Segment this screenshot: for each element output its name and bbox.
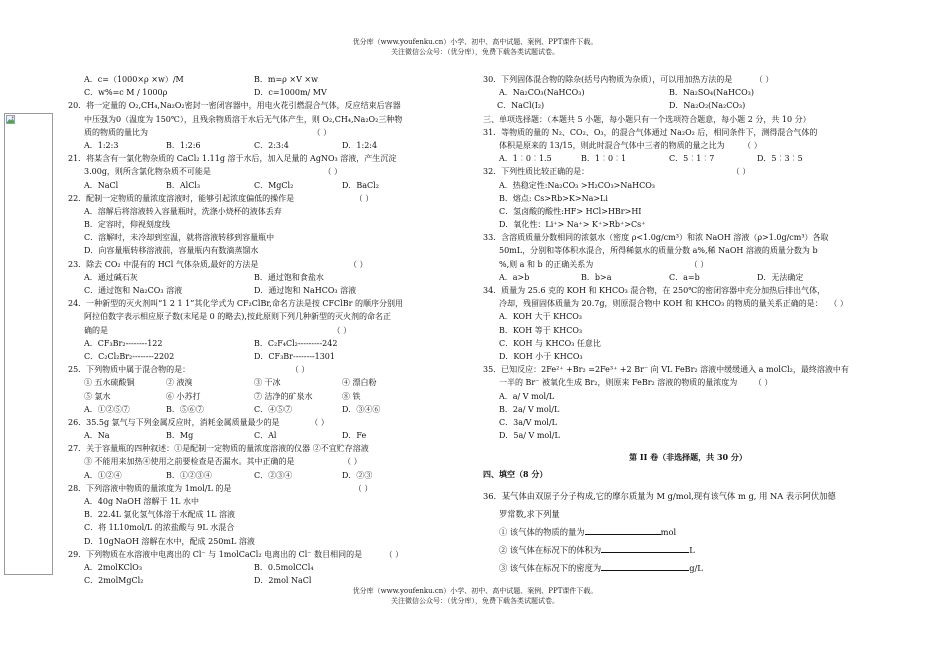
- q20-stem: 质的物质的量比为: [84, 127, 148, 137]
- q24-line-1: 24．一种新型的灭火剂叫“1 2 1 1”其化学式为 CF₂ClBr,命名方法是按 CFClBr 的顺序分别用: [68, 299, 403, 309]
- q27-option-a: A．①②④: [84, 470, 122, 480]
- q33-answer-bracket: （ ）: [689, 259, 709, 269]
- q33-line-1: 33．含溶质质量分数相同的浓氨水（密度 ρ<1.0g/cm³）和浓 NaOH 溶液（ρ>1.0g/cm³）各取: [483, 233, 829, 243]
- q19-option-b: B．m=ρ ×V ×w: [254, 75, 318, 84]
- q20-line-2: 中压强为0（温度为 150℃），且残余物质溶于水后无气体产生，则 O₂,CH₄,Na₂O₂三种物: [84, 114, 403, 124]
- q36-item-2-label: ② 该气体在标况下的体积为: [499, 544, 602, 555]
- q28-option-b: B．22.4L 氯化氢气体溶于水配成 1L 溶液: [84, 510, 236, 520]
- q31-option-d: D．5︰3︰5: [757, 154, 803, 164]
- q26-option-d: D．Fe: [342, 431, 367, 441]
- q30-option-a: A．Na₂CO₃(NaHCO₃): [499, 88, 585, 98]
- header-line-2: 关注微信公众号：（优分库），免费下载各类试题试卷。: [391, 48, 559, 56]
- q24-option-d: D．CF₃Br--------1301: [254, 351, 335, 361]
- q30-line-1: [483, 75, 893, 88]
- q25-option-d: D．③④⑥: [342, 404, 381, 414]
- q23-option-a: A．通过碱石灰: [84, 272, 138, 282]
- q30-option-c: C．NaCl(I₂): [497, 101, 545, 111]
- q32-option-b: B．熔点: Cs>Rb>K>Na>Li: [499, 193, 608, 203]
- q36-item-1: [483, 523, 893, 541]
- q36-item-1-label: ① 该气体的物质的量为: [499, 526, 585, 537]
- right-column: [483, 75, 893, 577]
- q36-answer-blank-3[interactable]: [601, 562, 689, 571]
- q35-stem-end: 一半的 Br⁻ 被氧化生成 Br₂，则原来 FeBr₂ 溶液的物质的量浓度为: [499, 378, 738, 388]
- q35-option-a: A．a/ V mol/L: [499, 391, 555, 401]
- section-3-heading: 三、单项选择题：（本题共 5 小题，每小题只有一个选项符合题意，每小题 2 分，共 10 分）: [483, 114, 811, 124]
- q25-item-7: ⑦ 洁净的矿泉水: [254, 391, 313, 401]
- q19-options-row-2: [68, 88, 476, 101]
- q27-line-1: 27．关于容量瓶的四种叙述：①是配制一定物质的量浓度溶液的仪器 ②不宜贮存溶液: [68, 444, 369, 454]
- q28-option-d: D．10gNaOH 溶解在水中，配成 250mL 溶液: [84, 536, 255, 546]
- q22-stem: 22．配制一定物质的量浓度溶液时，能够引起浓度偏低的操作是: [68, 193, 295, 203]
- q29-stem: 29．下列物质在水溶液中电离出的 Cl⁻ 与 1molCaCl₂ 电离出的 Cl⁻ 数目相同的是: [68, 549, 363, 559]
- q35-option-c: C．3a/V mol/L: [499, 417, 557, 427]
- q28-answer-bracket: （ ）: [353, 483, 373, 493]
- q31-stem-end: 体积是原来的 13/15，则此时混合气体中三者的物质的量之比为: [499, 140, 725, 150]
- q35-answer-bracket: （ ）: [753, 378, 773, 388]
- q20-option-a: A．1:2:3: [84, 140, 119, 150]
- q25-items-row-1: [68, 378, 476, 391]
- binding-margin-box: [4, 113, 53, 575]
- q34-option-a: A．KOH 大于 KHCO₃: [499, 312, 582, 322]
- q27-option-d: D．②③: [342, 470, 373, 480]
- q34-line-2: [483, 299, 893, 312]
- q33-options: [483, 273, 893, 286]
- q25-item-6: ⑥ 小苏打: [166, 391, 201, 401]
- q22-option-d: D．向容量瓶转移溶液前，容量瓶内有数滴蒸馏水: [84, 246, 259, 256]
- q26-option-b: B．Mg: [166, 431, 194, 441]
- q30-stem: 30．下列固体混合物的除杂(括号内物质为杂质），可以用加热方法的是: [483, 75, 733, 84]
- q33-stem-end: %,则 a 和 b 的正确关系为: [499, 259, 594, 269]
- q25-item-3: ③ 干冰: [254, 378, 281, 388]
- q36-line-1: 36．某气体由双原子分子构成,它的摩尔质量为 M g/mol,现有该气体 m g, 用 NA 表示阿伏加德: [483, 490, 836, 501]
- q26-options: [68, 431, 476, 444]
- q24-answer-bracket: （ ）: [332, 325, 352, 335]
- q29-option-b: B．0.5molCCl₄: [254, 562, 314, 572]
- q26-stem: 26．35.5g 氯气与下列金属反应时，消耗金属质量最少的是: [68, 417, 280, 427]
- q31-line-2: [483, 141, 893, 154]
- q27-options: [68, 471, 476, 484]
- q33-line-3: [483, 260, 893, 273]
- q21-options: [68, 181, 476, 194]
- q36-item-3: [483, 559, 893, 577]
- q25-item-5: ⑤ 氯水: [84, 391, 111, 401]
- q26-option-c: C．Al: [254, 431, 277, 441]
- q23-options-row-2: [68, 286, 476, 299]
- q25-stem: 25．下列物质中属于混合物的是：: [68, 365, 191, 375]
- q29-option-d: D．2mol NaCl: [254, 576, 312, 586]
- q21-option-d: D．BaCl₂: [342, 180, 379, 190]
- q27-answer-bracket: （ ）: [343, 457, 362, 467]
- q22-line-1: [68, 194, 476, 207]
- q30-option-b: B．Na₂SO₄(NaHCO₃): [669, 88, 754, 98]
- q30-options-row-2: [483, 101, 893, 114]
- q24-options-row-2: [68, 352, 476, 365]
- q25-line-1: [68, 365, 476, 378]
- q21-option-c: C．MgCl₂: [254, 180, 294, 190]
- q20-options: [68, 141, 476, 154]
- q26-line-1: [68, 418, 476, 431]
- q28-option-c: C．将 1L10mol/L 的浓盐酸与 9L 水混合: [84, 523, 235, 533]
- broken-image-icon: [6, 115, 15, 124]
- q25-item-2: ② 液溴: [166, 378, 193, 388]
- q28-stem: 28．下列溶液中物质的量浓度为 1mol/L 的是: [68, 483, 232, 493]
- q23-answer-bracket: （ ）: [348, 259, 368, 269]
- q23-stem: 23．除去 CO₂ 中混有的 HCl 气体杂质,最好的方法是: [68, 259, 259, 269]
- q23-line-1: [68, 260, 476, 273]
- q21-option-a: A．NaCl: [84, 180, 119, 190]
- q28-option-a: A．40g NaOH 溶解于 1L 水中: [84, 497, 199, 506]
- q25-option-a: A．①②⑤⑦: [84, 404, 130, 414]
- q21-line-2: [68, 167, 476, 180]
- q26-answer-bracket: （ ）: [310, 417, 329, 427]
- q30-answer-bracket: （ ）: [754, 75, 774, 84]
- q24-stem-end: 确的是: [84, 325, 108, 335]
- q23-options-row-1: [68, 273, 476, 286]
- q23-option-c: C．通过饱和 Na₂CO₃ 溶液: [84, 286, 183, 295]
- q25-item-8: ⑧ 铁: [342, 391, 361, 401]
- q20-option-c: C．2:3:4: [254, 140, 289, 150]
- q32-option-a: A．热稳定性:Na₂CO₃ >H₂CO₃>NaHCO₃: [499, 180, 655, 190]
- q36-answer-blank-1[interactable]: [585, 526, 661, 535]
- q35-line-2: [483, 378, 893, 391]
- q32-answer-bracket: （ ）: [731, 167, 751, 177]
- q31-options: [483, 154, 893, 167]
- q34-option-c: C．KOH 与 KHCO₃ 任意比: [499, 338, 601, 348]
- q33-option-c: C．a=b: [669, 272, 700, 282]
- q25-option-c: C．④⑤⑦: [254, 404, 293, 414]
- q32-option-d: D．氧化性：Li⁺> Na⁺> K⁺>Rb⁺>Cs⁺: [499, 220, 646, 230]
- q27-line-2: [68, 457, 476, 470]
- q23-option-d: D．通过饱和 NaHCO₃ 溶液: [254, 286, 357, 295]
- q33-option-d: D．无法确定: [757, 272, 804, 282]
- q36-answer-blank-2[interactable]: [601, 544, 689, 553]
- q25-answer-bracket: （ ）: [290, 365, 310, 375]
- q29-answer-bracket: （ ）: [384, 549, 404, 559]
- q36-item-3-label: ③ 该气体在标况下的密度为: [499, 562, 602, 573]
- q20-line-3: [68, 128, 476, 141]
- q32-stem: 32．下列性质比较正确的是：: [483, 167, 590, 177]
- q24-option-c: C．C₂Cl₂Br₂--------2202: [84, 351, 175, 361]
- q36-unit-1: mol: [660, 526, 677, 537]
- section-4-heading: 四、填空（8 分）: [483, 469, 548, 480]
- part-2-title: 第 II 卷（非选择题，共 30 分）: [629, 452, 747, 463]
- q24-options-row-1: [68, 339, 476, 352]
- q21-stem: 3.00g，则所含氯化物杂质不可能是: [84, 167, 211, 177]
- q22-option-c: C．溶解时，未冷却到室温，就将溶液转移到容量瓶中: [84, 233, 275, 243]
- q31-option-a: A．1︰0︰1.5: [499, 154, 552, 164]
- q25-item-4: ④ 漂白粉: [342, 378, 377, 388]
- q30-option-d: D．Na₂O₂(Na₂CO₃): [669, 101, 746, 111]
- q35-option-d: D．5a/ V mol/L: [499, 431, 560, 441]
- q33-option-a: A．a>b: [499, 272, 530, 282]
- q33-line-2: 50mL，分别和等体积水混合，所得稀氨水的质量分数 a%,稀 NaOH 溶液的质量分数为 b: [499, 246, 818, 256]
- q29-option-c: C．2molMgCl₂: [84, 576, 144, 586]
- q34-stem-end: 冷却，残留固体质量为 20.7g，则原混合物中 KOH 和 KHCO₃ 的物质的量关系正确的是：: [499, 299, 823, 309]
- q22-option-b: B．定容时，仰视刻度线: [84, 220, 170, 230]
- q22-option-a: A．溶解后将溶液转入容量瓶时，洗涤小烧杯的液体丢弃: [84, 206, 282, 216]
- q27-stem-end: ③ 不能用来加热④使用之前要检查是否漏水。其中正确的是: [84, 457, 295, 467]
- q20-option-b: B．1:2:6: [166, 140, 201, 150]
- q27-option-c: C．②③④: [254, 470, 293, 480]
- q26-option-a: A．Na: [84, 431, 110, 441]
- q36-line-2: 罗常数,求下列量: [499, 508, 560, 519]
- q24-line-2: 阿拉伯数字表示相应原子数(末尾是 0 的略去),按此原则下列几种新型的灭火剂的命名正: [84, 312, 391, 322]
- q32-line-1: [483, 167, 893, 180]
- q29-line-1: [68, 550, 476, 563]
- q31-answer-bracket: （ ）: [743, 140, 762, 150]
- q24-option-b: B．C₂F₄Cl₂---------242: [254, 338, 338, 348]
- q19-option-d: D．c=1000m/ MV: [254, 88, 327, 98]
- q24-line-3: [68, 326, 476, 339]
- q20-option-d: D．1:2:4: [342, 140, 378, 150]
- page-footer: [0, 586, 950, 606]
- page-header: [0, 37, 950, 57]
- q30-options-row-1: [483, 88, 893, 101]
- q19-option-c: C．w%=c M / 1000ρ: [84, 88, 168, 98]
- q34-option-b: B．KOH 等于 KHCO₃: [499, 325, 583, 335]
- q19-options-row-1: [68, 75, 476, 88]
- q21-option-b: B．AlCl₃: [166, 180, 201, 190]
- q25-options: [68, 405, 476, 418]
- q34-answer-bracket: （ ）: [829, 299, 848, 309]
- left-column: [68, 75, 476, 589]
- q36-item-2: [483, 541, 893, 559]
- q32-option-c: C．氢卤酸的酸性:HF> HCl>HBr>HI: [499, 206, 642, 216]
- q35-option-b: B．2a/ V mol/L: [499, 404, 560, 414]
- q24-option-a: A．CF₃Br₂--------122: [84, 338, 163, 348]
- q28-line-1: [68, 484, 476, 497]
- q20-answer-bracket: （ ）: [312, 127, 332, 137]
- q29-option-a: A．2molKClO₃: [84, 562, 143, 572]
- q31-option-c: C．5︰1︰7: [669, 154, 715, 164]
- q23-option-b: B．通过饱和食盐水: [254, 272, 324, 282]
- q31-option-b: B．1︰0︰1: [581, 154, 627, 164]
- q22-answer-bracket: （ ）: [354, 193, 374, 203]
- q36-unit-3: g/L: [689, 562, 703, 573]
- q25-option-b: B．⑤⑥⑦: [166, 404, 204, 414]
- q25-items-row-2: [68, 392, 476, 405]
- q34-option-d: D．KOH 小于 KHCO₃: [499, 351, 583, 361]
- q27-option-b: B．①②③④: [166, 470, 212, 480]
- header-line-1: 优分库（www.youfenku.cn）小学、初中、高中试题、案例、PPT课件下载。: [352, 38, 598, 46]
- footer-line-1: 优分库（www.youfenku.cn）小学、初中、高中试题、案例、PPT课件下载。: [352, 587, 598, 595]
- q25-item-1: ① 五水硫酸铜: [84, 378, 135, 388]
- q36-unit-2: L: [689, 544, 695, 555]
- q21-answer-bracket: （ ）: [323, 167, 343, 177]
- q31-line-1: 31．等物质的量的 N₂、CO₂、O₃，的混合气体通过 Na₂O₂ 后，相同条件下，测得混合气体的: [483, 127, 818, 137]
- q21-line-1: 21．将某含有一氯化物杂质的 CaCl₂ 1.11g 溶于水后，加入足量的 AgNO₃ 溶液，产生沉淀: [68, 154, 397, 164]
- q19-option-a: A．c=（1000×ρ ×w）/M: [84, 75, 184, 84]
- footer-line-2: 关注微信公众号：（优分库），免费下载各类试题试卷。: [391, 597, 559, 605]
- q34-line-1: 34．质量为 25.6 克的 KOH 和 KHCO₃ 混合物，在 250℃的密闭容器中充分加热后排出气体，: [483, 286, 826, 295]
- q33-option-b: B．b>a: [581, 272, 612, 282]
- q29-options-row-1: [68, 563, 476, 576]
- q20-line-1: 20．将一定量的 O₂,CH₄,Na₂O₂密封一密闭容器中，用电火花引燃混合气体，反应结束后容器: [68, 101, 401, 111]
- q35-line-1: 35．已知反应：2Fe²⁺ +Br₂ =2Fe³⁺ +2 Br⁻ 向 VL FeBr₂ 溶液中缓缓通入 a molCl₂，最终溶液中有: [483, 365, 849, 375]
